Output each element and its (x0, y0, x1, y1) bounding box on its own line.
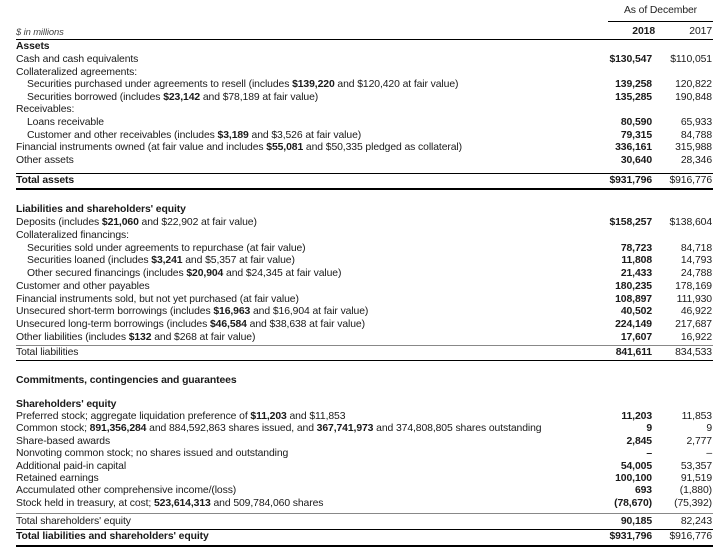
statement-row (0, 473, 721, 485)
row-label: Loans receivable (27, 117, 104, 128)
row-label: Unsecured short-term borrowings (includes $16,963 and $16,904 at fair value) (16, 306, 369, 318)
commitments-heading (0, 375, 721, 387)
value-2018: 54,005 (620, 460, 652, 472)
value-2018: 78,723 (620, 242, 652, 254)
row-label: Cash and cash equivalents (16, 54, 139, 65)
year-2017-header: 2017 (689, 26, 712, 37)
row-label: Financial instruments owned (at fair value and includes $55,081 and $50,335 pledged as collateral) (16, 142, 462, 154)
value-2017: 16,922 (680, 331, 712, 343)
row-label: Securities loaned (includes $3,241 and $5,357 at fair value) (27, 255, 295, 267)
total-liabilities-row (0, 347, 721, 359)
value-2017: 2,777 (686, 435, 712, 447)
value-2018: 108,897 (615, 293, 652, 305)
row-label: Total assets (16, 175, 75, 186)
units-label: $ in millions (16, 26, 64, 37)
statement-row (0, 243, 721, 255)
statement-row (0, 155, 721, 167)
grand-total-row (0, 531, 721, 543)
statement-row (0, 117, 721, 129)
total-equity-row (0, 516, 721, 528)
statement-row (0, 92, 721, 104)
row-label: Securities purchased under agreements to resell (includes $139,220 and $120,420 at fair value) (27, 79, 459, 91)
value-2017: 53,357 (680, 460, 712, 472)
value-2017: 120,822 (675, 79, 712, 91)
value-2018: 79,315 (620, 129, 652, 141)
value-2018: 336,161 (615, 142, 652, 154)
value-2018: $130,547 (609, 54, 652, 65)
statement-row (0, 281, 721, 293)
statement-row (0, 294, 721, 306)
value-2018: 17,607 (620, 331, 652, 343)
value-2017: $916,776 (669, 531, 712, 542)
value-2018: 841,611 (615, 347, 652, 358)
value-2017: 14,793 (680, 255, 712, 267)
value-2018: (78,670) (614, 497, 652, 509)
row-label: Customer and other payables (16, 280, 150, 292)
statement-row (0, 319, 721, 331)
value-2017: 834,533 (675, 347, 712, 358)
value-2017: 11,853 (681, 411, 712, 422)
statement-row (0, 104, 721, 116)
statement-row (0, 67, 721, 79)
section-heading: Liabilities and shareholders' equity (16, 204, 186, 215)
value-2017: $138,604 (669, 217, 712, 228)
row-label: Common stock; 891,356,284 and 884,592,863 shares issued, and 367,741,973 and 374,808,805 shares outstanding (16, 423, 542, 435)
total-assets-row (0, 175, 721, 187)
value-2017: 91,519 (680, 473, 712, 484)
value-2018: 11,203 (621, 411, 652, 422)
as-of-header: As of December (623, 5, 698, 16)
row-label: Other secured financings (includes $20,904 and $24,345 at fair value) (27, 268, 342, 279)
row-label: Total shareholders' equity (16, 516, 131, 527)
value-2018: 21,433 (620, 268, 652, 279)
equity-subtotal-rule (16, 513, 713, 514)
grand-total-rule (16, 545, 713, 547)
value-2017: 46,922 (680, 306, 712, 318)
header-divider (16, 39, 713, 40)
section-heading: Assets (16, 41, 50, 52)
row-label: Unsecured long-term borrowings (includes $46,584 and $38,638 at fair value) (16, 319, 365, 330)
value-2018: 100,100 (615, 473, 652, 484)
row-label: Total liabilities and shareholders' equity (16, 531, 209, 542)
liabilities-heading (0, 204, 721, 216)
row-label: Accumulated other comprehensive income/(loss) (16, 485, 237, 497)
value-2017: 315,988 (675, 142, 712, 154)
assets-subtotal-rule (16, 173, 713, 174)
row-label: Nonvoting common stock; no shares issued and outstanding (16, 448, 289, 460)
row-label: Receivables: (16, 104, 75, 116)
header-rule (608, 21, 713, 22)
row-label: Share-based awards (16, 435, 111, 447)
value-2017: (1,880) (679, 485, 712, 497)
row-label: Total liabilities (16, 347, 79, 358)
value-2017: 178,169 (675, 280, 712, 292)
row-label: Preferred stock; aggregate liquidation preference of $11,203 and $11,853 (16, 411, 346, 422)
equity-total-rule (16, 529, 713, 530)
value-2018: 80,590 (620, 117, 652, 128)
statement-row (0, 498, 721, 510)
statement-row (0, 230, 721, 242)
statement-row (0, 411, 721, 423)
statement-row (0, 436, 721, 448)
value-2017: 217,687 (675, 319, 712, 330)
value-2018: 139,258 (615, 79, 652, 91)
value-2017: 82,243 (680, 516, 712, 527)
liabilities-total-rule (16, 360, 713, 361)
statement-row (0, 306, 721, 318)
value-2018: $931,796 (609, 175, 652, 186)
value-2017: 190,848 (675, 91, 712, 103)
equity-heading (0, 399, 721, 411)
section-heading: Shareholders' equity (16, 399, 117, 410)
value-2018: 135,285 (615, 91, 652, 103)
value-2017: 9 (706, 423, 712, 435)
year-2018-header: 2018 (632, 26, 655, 37)
row-label: Securities sold under agreements to repurchase (at fair value) (27, 242, 306, 254)
value-2018: 180,235 (615, 280, 652, 292)
statement-row (0, 54, 721, 66)
value-2018: 40,502 (620, 306, 652, 318)
value-2018: – (646, 448, 652, 460)
row-label: Stock held in treasury, at cost; 523,614,313 and 509,784,060 shares (16, 497, 324, 509)
statement-row (0, 485, 721, 497)
value-2017: 111,930 (676, 293, 712, 305)
statement-row (0, 217, 721, 229)
statement-row (0, 332, 721, 344)
row-label: Additional paid-in capital (16, 460, 127, 472)
value-2018: 693 (634, 485, 652, 497)
value-2017: 65,933 (680, 117, 712, 128)
row-label: Retained earnings (16, 473, 99, 484)
value-2018: 224,149 (615, 319, 652, 330)
liabilities-subtotal-rule (16, 345, 713, 346)
value-2017: $110,051 (670, 54, 712, 65)
statement-row (0, 448, 721, 460)
value-2018: 30,640 (620, 154, 652, 166)
assets-heading (0, 41, 721, 53)
assets-total-rule (16, 188, 713, 190)
statement-row (0, 461, 721, 473)
row-label: Collateralized financings: (16, 229, 129, 241)
section-heading: Commitments, contingencies and guarantees (16, 375, 237, 386)
value-2018: 90,185 (620, 516, 652, 527)
value-2017: – (706, 448, 712, 460)
statement-row (0, 142, 721, 154)
value-2018: $158,257 (609, 217, 652, 228)
statement-row (0, 255, 721, 267)
value-2017: 84,718 (680, 242, 712, 254)
value-2018: 9 (646, 423, 652, 435)
value-2018: 11,808 (621, 255, 652, 267)
value-2017: $916,776 (669, 175, 712, 186)
row-label: Deposits (includes $21,060 and $22,902 at fair value) (16, 217, 257, 228)
row-label: Other assets (16, 154, 74, 166)
row-label: Other liabilities (includes $132 and $268 at fair value) (16, 331, 256, 343)
value-2018: 2,845 (626, 435, 652, 447)
value-2017: (75,392) (674, 497, 712, 509)
row-label: Financial instruments sold, but not yet purchased (at fair value) (16, 293, 299, 305)
statement-row (0, 130, 721, 142)
value-2017: 84,788 (680, 129, 712, 141)
statement-row (0, 423, 721, 435)
statement-row (0, 79, 721, 91)
value-2018: $931,796 (609, 531, 652, 542)
row-label: Collateralized agreements: (16, 66, 137, 78)
statement-row (0, 268, 721, 280)
row-label: Customer and other receivables (includes $3,189 and $3,526 at fair value) (27, 129, 362, 141)
row-label: Securities borrowed (includes $23,142 and $78,189 at fair value) (27, 91, 319, 103)
value-2017: 24,788 (680, 268, 712, 279)
value-2017: 28,346 (680, 154, 712, 166)
